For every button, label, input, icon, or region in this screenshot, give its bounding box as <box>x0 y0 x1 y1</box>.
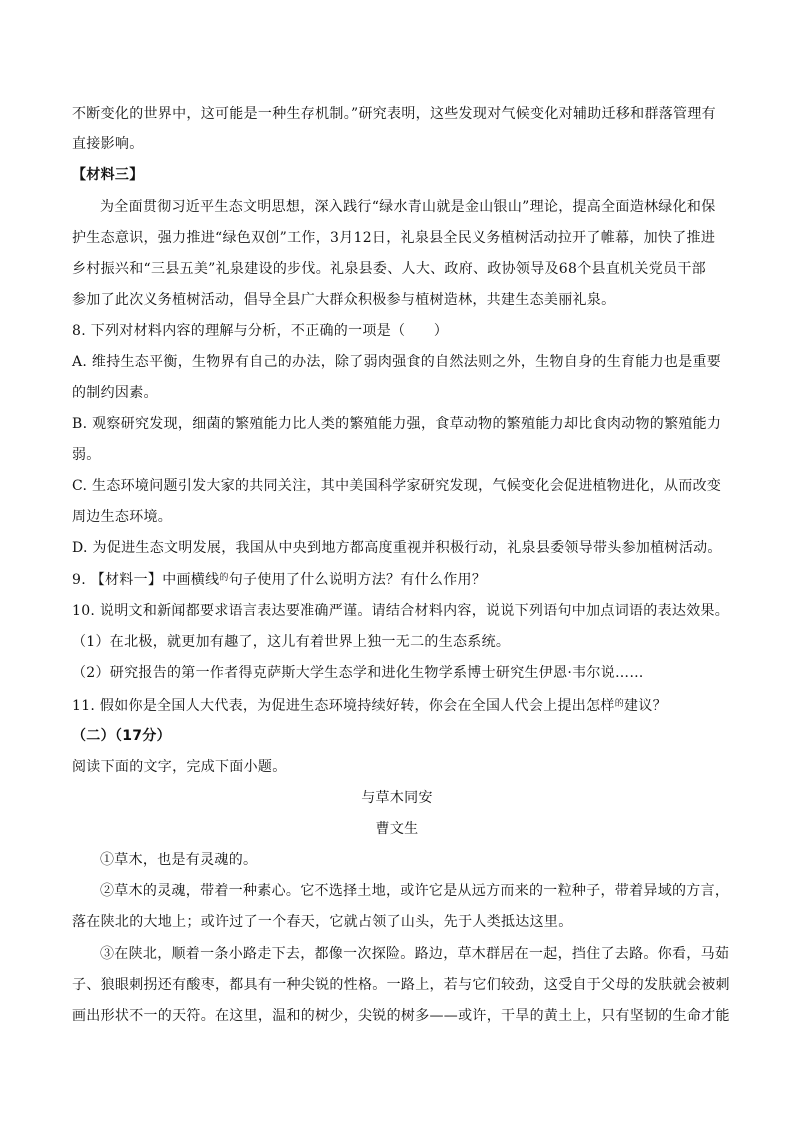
section-2-heading: （二）（17分） <box>72 728 171 744</box>
material3-text-line: 护生态意识，强力推进“绿色双创”工作，3月12日，礼泉县全民义务植树活动拉开了帷幕，加快了推进 <box>72 230 716 246</box>
question-9-sup: 的 <box>219 573 229 583</box>
question-11 <box>72 696 722 718</box>
section-2-instruction: 阅读下面的文字，完成下面小题。 <box>72 759 287 775</box>
question-10-stem: 10. 说明文和新闻都要求语言表达要准确严谨。请结合材料内容，说说下列语句中加点词语的表达效果。 <box>72 603 730 619</box>
question-8-option-d: D. 为促进生态文明发展，我国从中央到地方都高度重视并积极行动，礼泉县委领导带头参加植树活动。 <box>72 540 722 556</box>
question-10-sub-1: （1）在北极，就更加有趣了，这儿有着世界上独一无二的生态系统。 <box>72 634 511 650</box>
question-11-sup: 的 <box>614 699 625 709</box>
article-paragraph-3-cont: 画出形状不一的天符。在这里，温和的树少，尖锐的树多——或许，干旱的黄土上，只有坚韧的生命才能 <box>72 1008 730 1024</box>
article-paragraph-2: ②草木的灵魂，带着一种素心。它不选择土地，或许它是从远方而来的一粒种子，带着异域的方言， <box>100 883 730 899</box>
question-9-text: 9. 【材料一】中画横线 <box>72 572 220 588</box>
question-10-sub-2: （2）研究报告的第一作者得克萨斯大学生态学和进化生物学系博士研究生伊恩·韦尔说…… <box>72 665 644 681</box>
question-8-stem: 8. 下列对材料内容的理解与分析，不正确的一项是（ ） <box>72 323 449 339</box>
question-11-text-end: 建议？ <box>624 698 667 714</box>
material3-text-line: 参加了此次义务植树活动，倡导全县广大群众积极参与植树造林，共建生态美丽礼泉。 <box>72 292 616 308</box>
question-8-option-a-cont: 的制约因素。 <box>72 385 158 401</box>
article-author: 曹文生 <box>375 821 419 837</box>
article-paragraph-1: ①草木，也是有灵魂的。 <box>100 852 258 868</box>
article-paragraph-2-cont: 落在陕北的大地上；或许过了一个春天，它就占领了山头，先于人类抵达这里。 <box>72 914 573 930</box>
article-paragraph-3: ③在陕北，顺着一条小路走下去，都像一次探险。路边，草木群居在一起，挡住了去路。你看，马茹 <box>100 946 730 962</box>
article-title: 与草木同安 <box>361 790 433 806</box>
question-8-option-c: C. 生态环境问题引发大家的共同关注，其中美国科学家研究发现，气候变化会促进植物进化，从而改变 <box>72 478 722 494</box>
material2-text-line: 不断变化的世界中，这可能是一种生存机制。”研究表明，这些发现对气候变化对辅助迁移和群落管理有 <box>72 106 716 122</box>
question-8-option-b: B. 观察研究发现，细菌的繁殖能力比人类的繁殖能力强，食草动物的繁殖能力却比食肉动物的繁殖能力 <box>72 416 722 432</box>
question-8-option-b-cont: 弱。 <box>72 447 101 463</box>
question-11-text: 11. 假如你是全国人大代表，为促进生态环境持续好转，你会在全国人代会上提出怎样 <box>72 698 615 714</box>
question-8-option-c-cont: 周边生态环境。 <box>72 509 173 525</box>
material3-heading: 【材料三】 <box>72 167 144 183</box>
question-9-text-end: 句子使用了什么说明方法？有什么作用？ <box>228 572 487 588</box>
question-8-option-a: A. 维持生态平衡，生物界有自己的办法，除了弱肉强食的自然法则之外，生物自身的生育能力也是重要 <box>72 354 722 370</box>
article-paragraph-3-cont: 子、狼眼刺拐还有酸枣，都具有一种尖锐的性格。一路上，若与它们较劲，这受自于父母的发肤就会被刺 <box>72 977 730 993</box>
material3-text-line: 乡村振兴和“三县五美”礼泉建设的步伐。礼泉县委、人大、政府、政协领导及68个县直机关党员干部 <box>72 261 706 277</box>
material2-text-line: 直接影响。 <box>72 136 144 152</box>
material3-text-line: 为全面贯彻习近平生态文明思想，深入践行“绿水青山就是金山银山”理论，提高全面造林绿化和保 <box>100 199 716 215</box>
question-9 <box>72 570 722 592</box>
